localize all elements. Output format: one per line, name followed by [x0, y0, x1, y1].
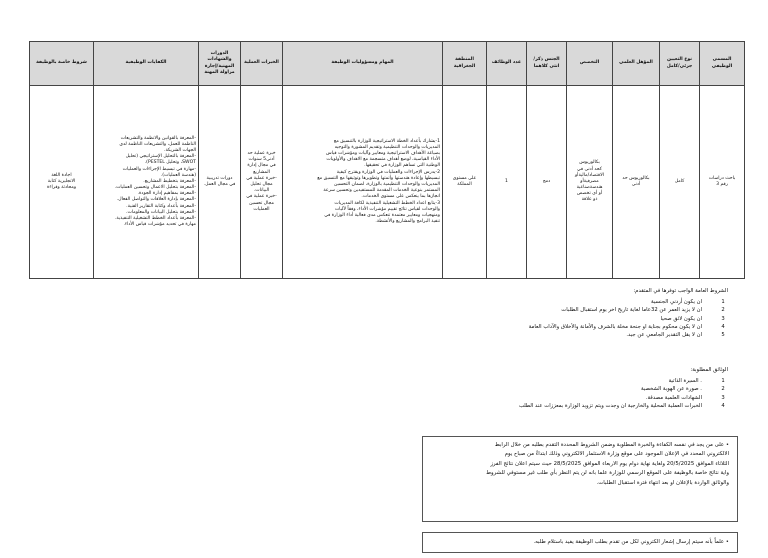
list-item: [28, 323, 728, 331]
table-row: [30, 86, 745, 279]
text-line: باحث دراسات: [708, 175, 736, 181]
text-line: تنفيذ البرامج والمشاريع والأنشطة.: [375, 219, 440, 225]
text-line: -خبرة عملية في: [246, 175, 277, 181]
text-line: دورات تدريبية: [206, 175, 233, 181]
documents-list: [28, 377, 728, 410]
text-line: الوطنية التي تساهم الوزارة في تحقيقها.: [364, 163, 440, 169]
region-cell: [443, 86, 487, 279]
header-cell: المهام ومسؤوليات الوظيفة: [283, 42, 443, 86]
text-line: (هندسة العمليات).: [160, 172, 196, 178]
text-line: -المعرفة بأعداد الخطط التشغيلية التنفيذية.: [114, 216, 196, 222]
text-line: الجهات الشريكة.: [164, 147, 196, 153]
documents-section: [28, 366, 728, 410]
list-item-text: الشهادات العلمية مصدقة.: [645, 394, 702, 401]
text-line: ذو علاقة: [581, 197, 598, 203]
list-item: [28, 394, 728, 402]
header-cell: الجنس ذكر/انثى كلاهما: [527, 42, 567, 86]
text-line: في مجال العمل.: [203, 182, 236, 187]
list-item-text: ان يكون لائق صحيا: [660, 315, 702, 322]
text-line: أو أي تخصص: [576, 191, 603, 197]
list-item-number: 4: [721, 402, 725, 409]
text-line: -المعرفة بتحليل الاعمال وتحسين العمليات.: [114, 185, 196, 191]
list-item-number: 5: [721, 332, 725, 339]
text-line: على مستوى: [452, 175, 477, 181]
list-item-text: . صورة عن الهوية الشخصية: [640, 386, 702, 393]
text-line: 1-يشارك بأعداد الخطة الاستراتيجية للوزارة بالتنسيق مع: [333, 138, 440, 144]
list-item: [28, 315, 728, 323]
header-cell: المسمى الوظيفي: [700, 42, 745, 86]
list-item-text: ان لا يقل التقدير الجامعي عن جيد.: [626, 332, 702, 339]
notice-text: [431, 441, 729, 488]
text-line: في مجال إدارة: [247, 163, 276, 169]
gender-cell: دمج: [527, 86, 567, 279]
text-line: المشاريع: [253, 169, 270, 175]
header-cell: الخبرات العملية: [241, 42, 283, 86]
text-line: مهارة في تحديد مؤشرات قياس الأداء.: [123, 222, 196, 228]
text-line: -المعرفة بأعداد وكتابة التقارير الفنية.: [126, 203, 196, 209]
text-line: -مهارة في تبسيط الإجراءات والعمليات: [122, 166, 196, 172]
text-line: الثلاثاء الموافق 20/5/2025 ولغاية نهاية دوام يوم الاربعاء الموافق 28/5/2025 حيث سيتم اعلان نتائج الفرز: [490, 460, 729, 467]
header-cell: شروط خاصة بالوظيفة: [30, 42, 94, 86]
job-table: [29, 41, 745, 279]
table-header-row: [30, 42, 745, 86]
list-item: [28, 377, 728, 385]
text-line: الانجليزية كتابة: [47, 178, 76, 184]
list-item-text: ان لا يكون محكوم بجناية او جنحة مخلة بالشرف والأمانة والأخلاق والآداب العامة: [528, 323, 702, 330]
general-conditions-section: [28, 287, 728, 339]
text-line: -المعرفة بإدارة العلاقات والتواصل الفعال.: [116, 197, 196, 203]
documents-title: الوثائق المطلوبة:: [690, 367, 728, 373]
list-item-text: ان لا يزيد العمر عن 32عاما لغاية تاريخ اخر يوم استقبال الطلبات: [561, 307, 702, 314]
text-line: الاقتصاد/ماليةأو: [574, 172, 605, 178]
application-notice-box: [422, 436, 738, 522]
duties-cell: [283, 86, 443, 279]
header-cell: عدد الوظائف: [487, 42, 527, 86]
header-cell: المنطقة الجغرافية: [443, 42, 487, 86]
header-cell: نوع التعيين جزئي/كامل: [660, 42, 700, 86]
list-item-number: 3: [721, 315, 725, 322]
list-item-text: الخبرات العملية المحلية والخارجية ان وجدت ويتم تزويد الوزارة بمعززات عند الطلب: [518, 402, 702, 409]
text-line: رقم 3: [716, 182, 728, 187]
text-line: انجازها بما ينعكس على مستوى الخدمات.: [361, 194, 440, 200]
text-line: المديريات والوحدات التنظيمية بالوزارة، لضمان التحسين: [334, 182, 440, 187]
text-line: كحد أدنى في: [577, 166, 602, 172]
text-line: المديريات والوحدات التنظيمية وتقديم المشورة والتوجيه: [334, 144, 440, 150]
courses-cell: [199, 86, 241, 279]
list-item-number: 2: [721, 307, 725, 314]
text-line: بكالوريوس حد: [622, 175, 650, 181]
list-item-number: 3: [721, 394, 725, 401]
text-line: ومنهجيات ومعايير معتمدة تنعكس مدى فعالية أداء الوزارة في: [324, 212, 440, 218]
list-item: [28, 306, 728, 314]
text-line: العمليات: [253, 206, 270, 212]
text-line: SWOT، وتحليل PESTEL).: [144, 160, 196, 166]
text-line: المملكة: [457, 182, 472, 187]
list-item: [28, 402, 728, 410]
text-line: مجال تحسين: [249, 200, 274, 206]
text-line: -خبرة عملية في: [246, 194, 277, 200]
text-line: اجادة اللغة: [51, 172, 72, 178]
text-line: واية نتائج خاصة بالوظيفة على الموقع الرسمي للوزارة علما بانه لن يتم النظر بأي طلب غير مستوفي للشروط: [486, 470, 729, 477]
text-line: -المعرفة بتخطيط المشاريع.: [143, 178, 196, 184]
text-line: المستمر بنوعية الخدمات المقدمة للمستفيدين وتحسين سرعة: [323, 188, 440, 194]
text-line: تبسيطها وإعادة هندستها وأتمتها وتطويرها وتوثيقها مع التنسيق مع: [317, 175, 440, 181]
text-line: -المعرفة بالتحليل الإستراتيجي (تحليل: [125, 154, 196, 160]
list-item-number: 2: [721, 386, 725, 393]
text-line: الناظمة للعمل، والتشريعات الناظمة لدى: [119, 141, 196, 147]
header-cell: المؤهل العلمي: [613, 42, 660, 86]
appointment-type-cell: كامل: [660, 86, 700, 279]
list-item: [28, 298, 728, 306]
general-conditions-title: الشروط العامة الواجب توفرها في المتقدم:: [633, 288, 728, 294]
list-item: [28, 331, 728, 339]
text-line: والوحدات لقياس نتائج تقييم مؤشرات الأداء، وفقاً لآليات: [334, 206, 440, 212]
header-cell: الدورات والشهادات المهنية/إجازة مزاولة المهنة: [199, 42, 241, 86]
job-title-cell: [700, 86, 745, 279]
general-conditions-list: [28, 298, 728, 339]
text-line: هندسةصناعية: [576, 185, 603, 191]
special-conditions-cell: [30, 86, 94, 279]
text-line: -المعرفة بتحليل البيانات والمعلومات.: [126, 209, 196, 215]
list-item-text: . السيرة الذاتية: [668, 378, 702, 385]
job-count-cell: 1: [487, 86, 527, 279]
acknowledgement-text: • علماً بأنه سيتم إرسال إشعار الكتروني لكل من تقدم بطلب الوظيفة يفيد باستلام طلبه.: [533, 539, 729, 545]
text-line: أدنى5 سنوات: [248, 157, 275, 163]
list-item-text: ان يكون أردني الجنسية: [651, 299, 702, 306]
list-item: [28, 385, 728, 393]
text-line: • على من يجد في نفسه الكفاءة والخبرة المطلوبة وضمن الشروط المحددة التقدم بطلبه من خلال الرابط: [494, 442, 729, 448]
text-line: مصرفيةأو: [580, 178, 599, 184]
header-cell: الكفايات الوظيفية: [94, 42, 199, 86]
text-line: الأداء القياسية، لوضع أهداف متسجمة مع الاهداف والأولويات: [326, 157, 440, 163]
acknowledgement-notice-box: [422, 532, 738, 553]
competencies-cell: [94, 86, 199, 279]
specialization-cell: [567, 86, 613, 279]
text-line: خبرة عملية حد: [247, 151, 276, 157]
text-line: -المعرفة بالقوانين والانظمة والتشريعات: [120, 135, 196, 141]
text-line: أدنى: [631, 182, 641, 187]
list-item-number: 4: [721, 323, 725, 330]
text-line: 2-يدرس الإجراءات والعمليات في الوزارة ويقترح كيفية: [336, 169, 440, 175]
list-item-number: 1: [721, 299, 725, 306]
text-line: 3-يتابع اعداد الخطط التشغيلية التنفيذية لكافة المديريات: [334, 200, 440, 206]
experience-cell: [241, 86, 283, 279]
header-cell: التخصص: [567, 42, 613, 86]
text-line: بصياغة الأهداف الاستراتيجية ومعايير وآليات ومؤشرات قياس: [326, 151, 440, 157]
text-line: البيانات.: [253, 188, 270, 194]
text-line: ومحادثة وقراءة: [46, 185, 77, 191]
text-line: والوثائق الواردة بالإعلان او بعد انتهاء فترة استقبال الطلبات.: [596, 479, 729, 486]
qualification-cell: [613, 86, 660, 279]
text-line: الالكتروني المحدد في الإعلان الموجود على موقع وزارة الاستثمار الالكتروني وذلك ابتداءً من صباح يوم: [504, 451, 729, 458]
text-line: بكالوريوس: [579, 160, 600, 166]
text-line: -المعرفة بمفاهيم إدارة الجودة.: [137, 191, 196, 197]
text-line: مجال تحليل: [250, 182, 273, 187]
list-item-number: 1: [721, 378, 725, 385]
